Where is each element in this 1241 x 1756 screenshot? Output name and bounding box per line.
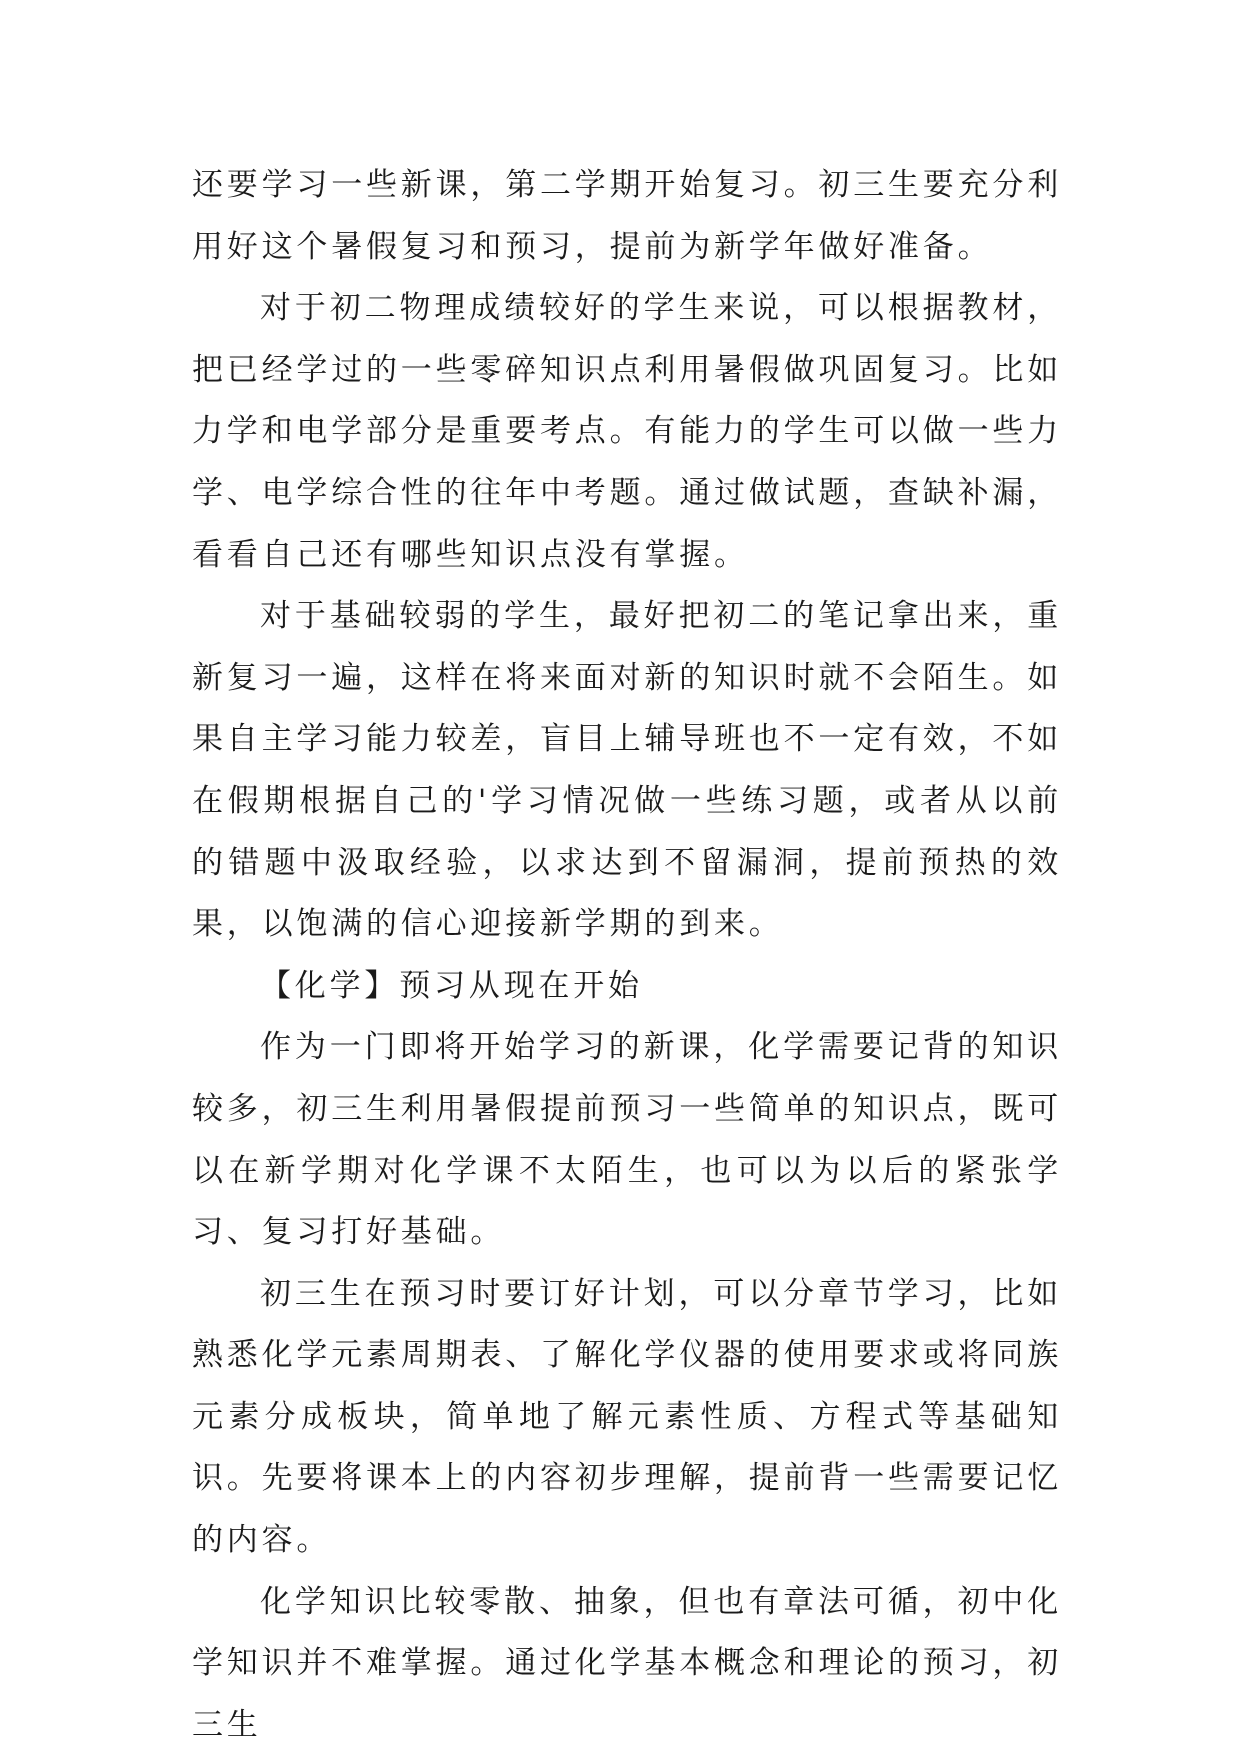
paragraph-physics-weak-students: 对于基础较弱的学生，最好把初二的笔记拿出来，重新复习一遍，这样在将来面对新的知识时就不会陌生。如果自主学习能力较差，盲目上辅导班也不一定有效，不如在假期根据自己的'学习情况做一些练习题，或者从以前的错题中汲取经验，以求达到不留漏洞，提前预热的效果，以饱满的信心迎接新学期的到来。 — [192, 598, 1062, 943]
paragraph-continuation: 还要学习一些新课，第二学期开始复习。初三生要充分利用好这个暑假复习和预习，提前为新学年做好准备。 — [192, 167, 1062, 265]
paragraph-chemistry-plan: 初三生在预习时要订好计划，可以分章节学习，比如熟悉化学元素周期表、了解化学仪器的使用要求或将同族元素分成板块，简单地了解元素性质、方程式等基础知识。先要将课本上的内容初步理解，提前背一些需要记忆的内容。 — [192, 1275, 1062, 1559]
document-body — [192, 155, 1062, 1756]
paragraph-chemistry-intro: 作为一门即将开始学习的新课，化学需要记背的知识较多，初三生利用暑假提前预习一些简单的知识点，既可以在新学期对化学课不太陌生，也可以为以后的紧张学习、复习打好基础。 — [192, 1029, 1062, 1251]
paragraph-physics-strong-students: 对于初二物理成绩较好的学生来说，可以根据教材，把已经学过的一些零碎知识点利用暑假做巩固复习。比如力学和电学部分是重要考点。有能力的学生可以做一些力学、电学综合性的往年中考题。通过做试题，查缺补漏，看看自己还有哪些知识点没有掌握。 — [192, 290, 1062, 573]
paragraph-chemistry-knowledge: 化学知识比较零散、抽象，但也有章法可循，初中化学知识并不难掌握。通过化学基本概念和理论的预习，初三生 — [192, 1583, 1062, 1743]
section-heading-chemistry: 【化学】预习从现在开始 — [260, 967, 643, 1004]
